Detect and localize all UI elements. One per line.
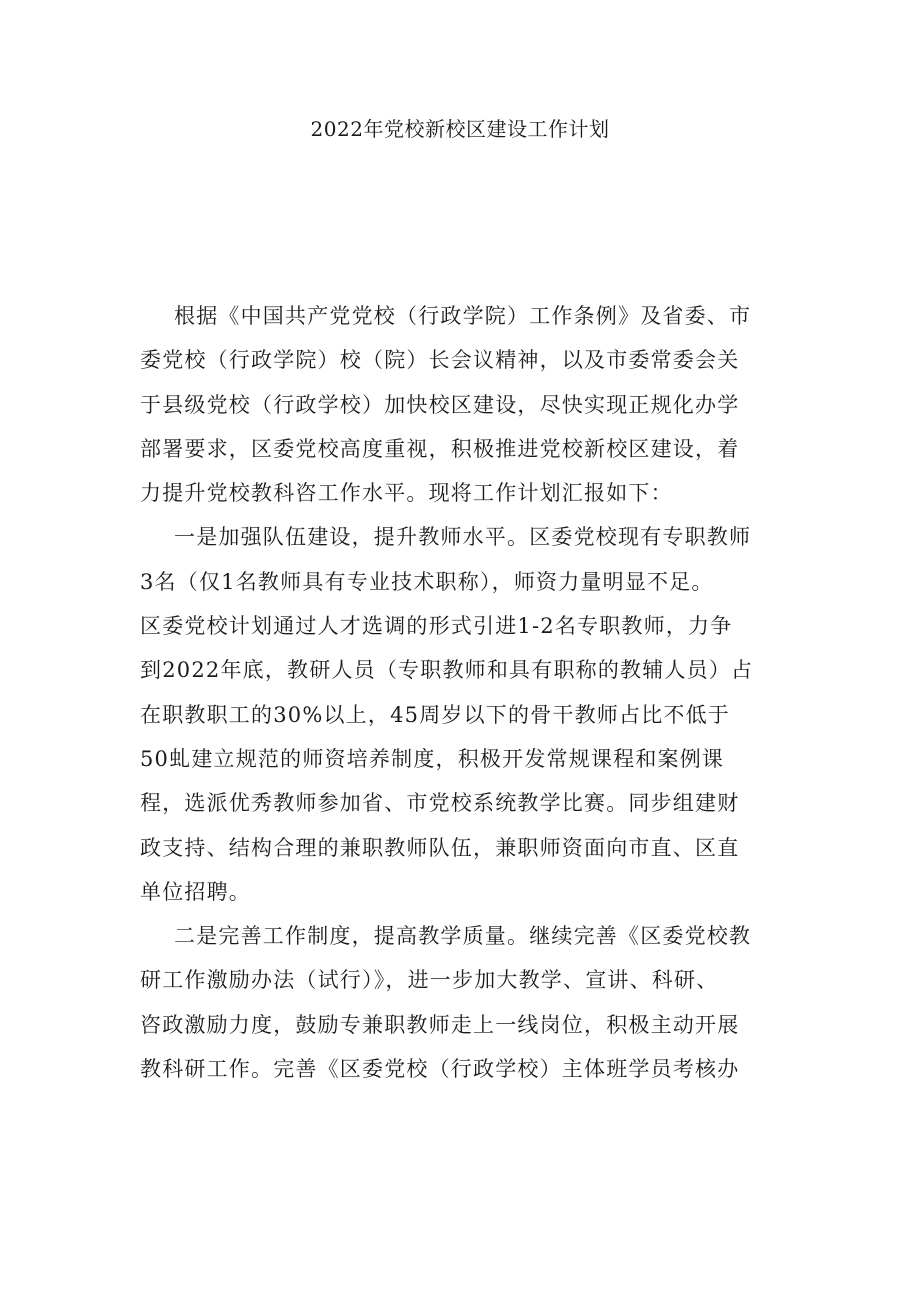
text-line: 力提升党校教科咨工作水平。现将工作计划汇报如下： xyxy=(140,481,673,506)
text-line: 程，选派优秀教师参加省、市党校系统教学比赛。同步组建财 xyxy=(140,791,740,816)
text-line: 二是完善工作制度，提高教学质量。继续完善《区委党校教 xyxy=(174,924,752,949)
text-line: 教科研工作。完善《区委党校（行政学校）主体班学员考核办 xyxy=(140,1057,740,1082)
text-line: 根据《中国共产党党校（行政学院）工作条例》及省委、市 xyxy=(174,304,752,328)
paragraph-intro xyxy=(140,294,780,515)
text-line: 3名（仅1名教师具有专业技术职称），师资力量明显不足。 xyxy=(140,569,714,594)
text-line: 50虬建立规范的师资培养制度，积极开发常规课程和案例课 xyxy=(140,746,725,771)
text-line: 区委党校计划通过人才选调的形式引进1-2名专职教师，力争 xyxy=(140,614,733,639)
text-line: 委党校（行政学院）校（院）长会议精神，以及市委常委会关 xyxy=(140,348,740,373)
text-line: 到2022年底，教研人员（专职教师和具有职称的教辅人员）占 xyxy=(140,658,754,683)
text-line: 部署要求，区委党校高度重视，积极推进党校新校区建设，着 xyxy=(140,436,740,461)
text-line: 一是加强队伍建设，提升教师水平。区委党校现有专职教师 xyxy=(174,525,752,550)
text-line: 单位招聘。 xyxy=(140,879,251,904)
paragraph-team-building xyxy=(140,515,780,914)
document-body xyxy=(140,294,780,1091)
text-line: 于县级党校（行政学校）加快校区建设，尽快实现正规化办学 xyxy=(140,392,740,417)
text-line: 咨政激励力度，鼓励专兼职教师走上一线岗位，积极主动开展 xyxy=(140,1012,740,1037)
text-line: 研工作激励办法（试行）》，进一步加大教学、宣讲、科研、 xyxy=(140,968,719,993)
text-line: 政支持、结构合理的兼职教师队伍，兼职师资面向市直、区直 xyxy=(140,835,740,860)
document-title: 2022年党校新校区建设工作计划 xyxy=(310,117,610,141)
paragraph-work-system xyxy=(140,914,780,1091)
text-line: 在职教职工的30%以上，45周岁以下的骨干教师占比不低于 xyxy=(140,702,730,727)
